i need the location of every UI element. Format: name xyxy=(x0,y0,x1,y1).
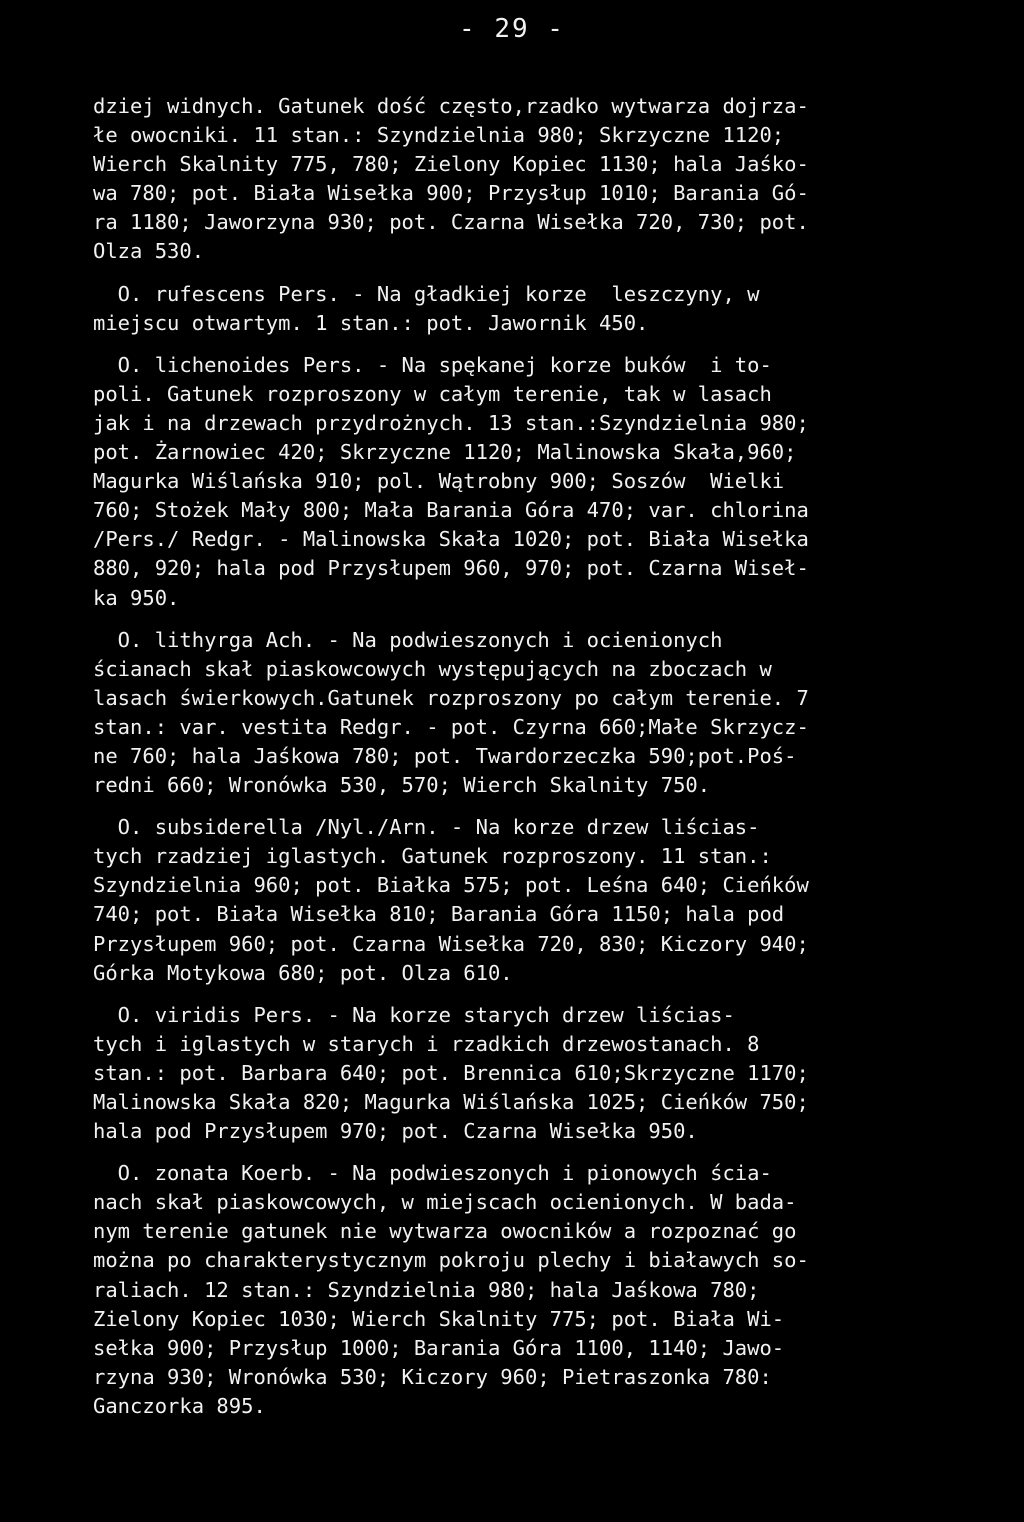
text-line: poli. Gatunek rozproszony w całym terenie, tak w lasach xyxy=(93,381,772,406)
text-line: pot. Żarnowiec 420; Skrzyczne 1120; Malinowska Skała,960; xyxy=(93,440,797,465)
text-line: raliach. 12 stan.: Szyndzielnia 980; hala Jaśkowa 780; xyxy=(93,1277,760,1302)
text-line: nach skał piaskowcowych, w miejscach ocienionych. W bada- xyxy=(93,1190,797,1215)
text-line: 880, 920; hala pod Przysłupem 960, 970; pot. Czarna Wiseł- xyxy=(93,556,809,581)
text-line: dziej widnych. Gatunek dość często,rzadko wytwarza dojrza- xyxy=(93,94,809,118)
text-line: 740; pot. Biała Wisełka 810; Barania Góra 1150; hala pod xyxy=(93,902,785,927)
text-line: Malinowska Skała 820; Magurka Wiślańska 1025; Cieńków 750; xyxy=(93,1090,809,1114)
text-line: wa 780; pot. Biała Wisełka 900; Przysłup 1010; Barania Gó- xyxy=(93,181,809,206)
text-line: Szyndzielnia 960; pot. Białka 575; pot. Leśna 640; Cieńków xyxy=(93,873,809,898)
text-line: Górka Motykowa 680; pot. Olza 610. xyxy=(93,960,513,985)
text-line: O. viridis Pers. - Na korze starych drzew liścias- xyxy=(93,1002,735,1027)
paragraph-1 xyxy=(93,92,933,267)
paragraph-rufescens xyxy=(93,280,933,338)
text-line: jak i na drzewach przydrożnych. 13 stan.:Szyndzielnia 980; xyxy=(93,410,809,435)
text-line: Ganczorka 895. xyxy=(93,1393,266,1418)
text-line: O. lithyrga Ach. - Na podwieszonych i ocienionych xyxy=(93,627,723,652)
text-line: ra 1180; Jaworzyna 930; pot. Czarna Wisełka 720, 730; pot. xyxy=(93,210,809,235)
paragraph-lithyrga xyxy=(93,626,933,801)
text-line: O. subsiderella /Nyl./Arn. - Na korze drzew liścias- xyxy=(93,815,760,840)
text-line: Przysłupem 960; pot. Czarna Wisełka 720, 830; Kiczory 940; xyxy=(93,931,809,956)
text-line: lasach świerkowych.Gatunek rozproszony po całym terenie. 7 xyxy=(93,685,809,710)
text-line: ne 760; hala Jaśkowa 780; pot. Twardorzeczka 590;pot.Poś- xyxy=(93,743,797,768)
page-number: - 29 - xyxy=(459,14,565,44)
text-line: miejscu otwartym. 1 stan.: pot. Jawornik 450. xyxy=(93,310,649,335)
paragraph-lichenoides xyxy=(93,351,933,613)
text-line: Magurka Wiślańska 910; pol. Wątrobny 900; Soszów Wielki xyxy=(93,469,785,494)
paragraph-zonata xyxy=(93,1159,933,1421)
text-line: O. lichenoides Pers. - Na spękanej korze buków i to- xyxy=(93,352,772,377)
text-line: rzyna 930; Wronówka 530; Kiczory 960; Pietraszonka 780: xyxy=(93,1364,772,1389)
text-line: 760; Stożek Mały 800; Mała Barania Góra 470; var. chlorina xyxy=(93,498,809,523)
paragraph-subsiderella xyxy=(93,813,933,988)
text-line: można po charakterystycznym pokroju plechy i białawych so- xyxy=(93,1248,809,1273)
text-line: stan.: var. vestita Redgr. - pot. Czyrna 660;Małe Skrzycz- xyxy=(93,714,809,739)
text-line: łe owocniki. 11 stan.: Szyndzielnia 980; Skrzyczne 1120; xyxy=(93,123,785,148)
text-line: /Pers./ Redgr. - Malinowska Skała 1020; pot. Biała Wisełka xyxy=(93,527,809,552)
text-line: redni 660; Wronówka 530, 570; Wierch Skalnity 750. xyxy=(93,773,711,798)
text-line: O. zonata Koerb. - Na podwieszonych i pionowych ścia- xyxy=(93,1161,772,1186)
text-line: stan.: pot. Barbara 640; pot. Brennica 610;Skrzyczne 1170; xyxy=(93,1060,809,1085)
text-line: ścianach skał piaskowcowych występujących na zboczach w xyxy=(93,656,772,681)
text-line: tych rzadziej iglastych. Gatunek rozproszony. 11 stan.: xyxy=(93,844,772,869)
text-line: ka 950. xyxy=(93,585,180,610)
text-line: O. rufescens Pers. - Na gładkiej korze leszczyny, w xyxy=(93,281,760,306)
text-line: sełka 900; Przysłup 1000; Barania Góra 1100, 1140; Jawo- xyxy=(93,1335,785,1360)
document-body xyxy=(93,92,933,1421)
text-line: hala pod Przysłupem 970; pot. Czarna Wisełka 950. xyxy=(93,1119,698,1144)
text-line: Zielony Kopiec 1030; Wierch Skalnity 775; pot. Biała Wi- xyxy=(93,1306,785,1331)
text-line: Wierch Skalnity 775, 780; Zielony Kopiec 1130; hala Jaśko- xyxy=(93,152,809,177)
text-line: Olza 530. xyxy=(93,239,205,264)
text-line: tych i iglastych w starych i rzadkich drzewostanach. 8 xyxy=(93,1031,760,1056)
text-line: nym terenie gatunek nie wytwarza owocników a rozpoznać go xyxy=(93,1219,797,1244)
paragraph-viridis xyxy=(93,1001,933,1146)
